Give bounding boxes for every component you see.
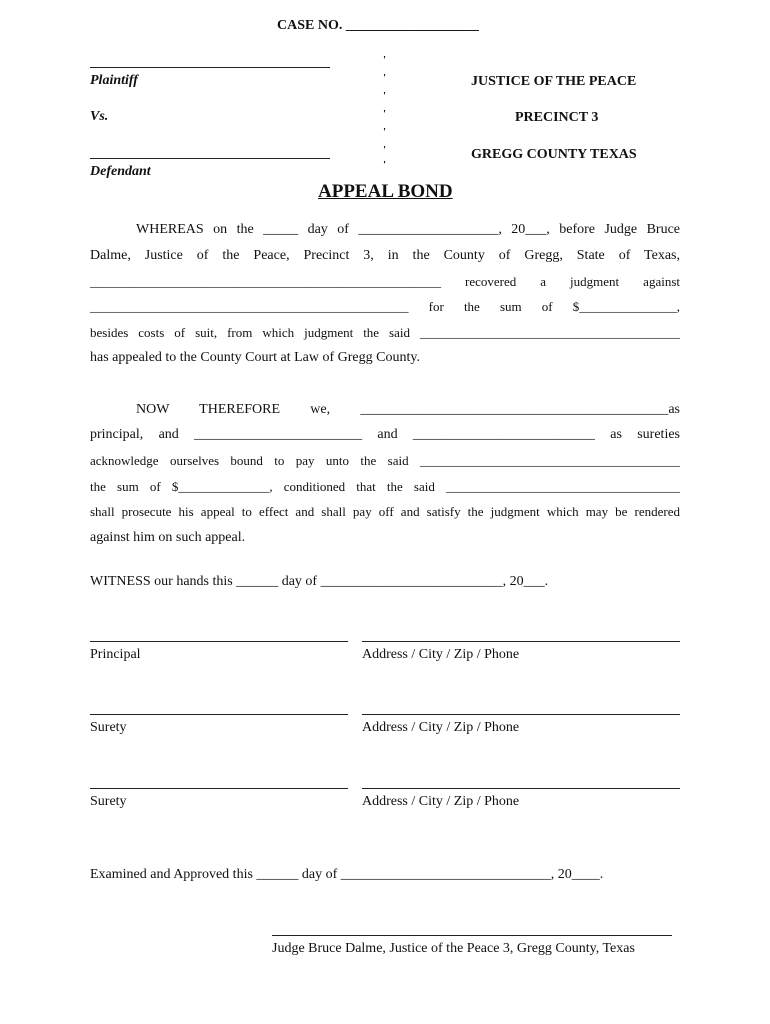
principal-signature-line [90,641,348,642]
now-therefore-line-1: NOW THEREFORE we, ____________________________________________as [136,402,680,417]
court-name: JUSTICE OF THE PEACE [471,74,637,89]
principal-label: Principal [90,647,141,662]
caption-divider-mark: ' [383,72,387,84]
defendant-signature-line [90,158,330,159]
case-number-label: CASE NO. ___________________ [277,18,479,33]
surety-1-address-line [362,714,680,715]
document-title: APPEAL BOND [318,181,453,202]
now-therefore-line-4: the sum of $______________, conditioned that the said ____________________________________ [90,479,680,494]
caption-divider-mark: ' [383,108,387,120]
now-therefore-line-3: acknowledge ourselves bound to pay unto the said ________________________________________ [90,453,680,468]
surety-1-label: Surety [90,720,127,735]
surety-2-label: Surety [90,794,127,809]
surety-1-address-label: Address / City / Zip / Phone [362,720,520,735]
surety-2-signature-line [90,788,348,789]
vs-label: Vs. [90,109,109,124]
whereas-line-3: ______________________________________________________ recovered a judgment against [90,274,680,289]
caption-divider-mark: ' [383,159,387,171]
surety-2-address-line [362,788,680,789]
judge-signature-label: Judge Bruce Dalme, Justice of the Peace 3, Gregg County, Texas [272,941,635,956]
approved-line: Examined and Approved this ______ day of ______________________________, 20____. [90,867,604,882]
caption-divider-mark: ' [383,54,387,66]
surety-1-signature-line [90,714,348,715]
judge-signature-line [272,935,672,936]
caption-divider-mark: ' [383,90,387,102]
now-therefore-line-2: principal, and ________________________ and __________________________ as sureties [90,427,680,442]
principal-address-label: Address / City / Zip / Phone [362,647,520,662]
court-precinct: PRECINCT 3 [515,110,599,125]
now-therefore-line-6: against him on such appeal. [90,530,246,545]
plaintiff-signature-line [90,67,330,68]
whereas-line-2: Dalme, Justice of the Peace, Precinct 3, in the County of Gregg, State of Texas, [90,248,680,263]
defendant-label: Defendant [90,164,151,179]
caption-divider-mark: ' [383,126,387,138]
whereas-line-5: besides costs of suit, from which judgment the said ________________________________________ [90,325,680,340]
surety-2-address-label: Address / City / Zip / Phone [362,794,520,809]
now-therefore-line-5: shall prosecute his appeal to effect and shall pay off and satisfy the judgment which may be rendered [90,504,680,519]
plaintiff-label: Plaintiff [90,73,138,88]
whereas-line-4: _________________________________________________ for the sum of $_______________, [90,299,680,314]
whereas-line-1: WHEREAS on the _____ day of ____________________, 20___, before Judge Bruce [136,222,680,237]
principal-address-line [362,641,680,642]
witness-line: WITNESS our hands this ______ day of __________________________, 20___. [90,574,549,589]
caption-divider-mark: ' [383,144,387,156]
whereas-line-6: has appealed to the County Court at Law of Gregg County. [90,350,420,365]
court-county: GREGG COUNTY TEXAS [471,147,637,162]
